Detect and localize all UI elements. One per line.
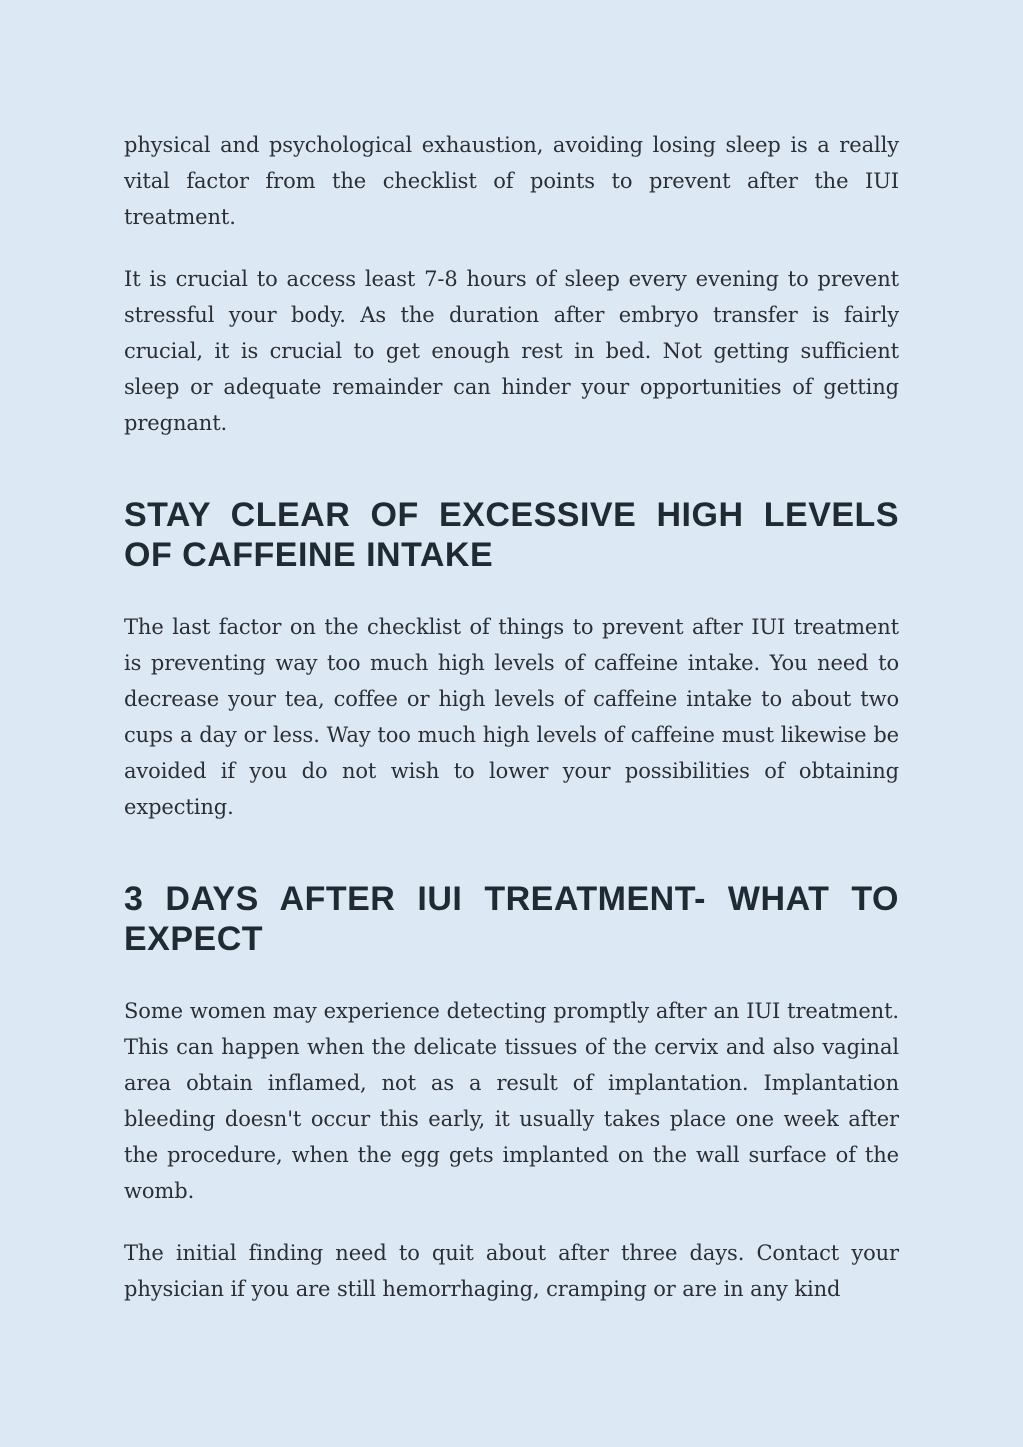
paragraph-initial-finding: The initial finding need to quit about after three days. Contact your physician if you are still hemorrhaging, cramping or are in any kind <box>124 1241 899 1301</box>
heading-caffeine: STAY CLEAR OF EXCESSIVE HIGH LEVELS OF CAFFEINE INTAKE <box>124 496 899 574</box>
paragraph-caffeine: The last factor on the checklist of things to prevent after IUI treatment is preventing way too much high levels of caffeine intake. You need to decrease your tea, coffee or high levels of caffeine intake to about two cups a day or less. Way too much high levels of caffeine must likewise be avoided if you do not wish to lower your possibilities of obtaining expecting. <box>124 615 899 819</box>
paragraph-sleep-hours: It is crucial to access least 7-8 hours of sleep every evening to prevent stressful your body. As the duration after embryo transfer is fairly crucial, it is crucial to get enough rest in bed. Not getting sufficient sleep or adequate remainder can hinder your opportunities of getting pregnant. <box>124 267 899 435</box>
paragraph-sleep-exhaustion: physical and psychological exhaustion, avoiding losing sleep is a really vital factor from the checklist of points to prevent after the IUI treatment. <box>124 133 899 229</box>
paragraph-spotting: Some women may experience detecting promptly after an IUI treatment. This can happen when the delicate tissues of the cervix and also vaginal area obtain inflamed, not as a result of implantation. Implantation bleeding doesn't occur this early, it usually takes place one week after the procedure, when the egg gets implanted on the wall surface of the womb. <box>124 999 899 1203</box>
heading-three-days: 3 DAYS AFTER IUI TREATMENT- WHAT TO EXPECT <box>124 880 899 958</box>
